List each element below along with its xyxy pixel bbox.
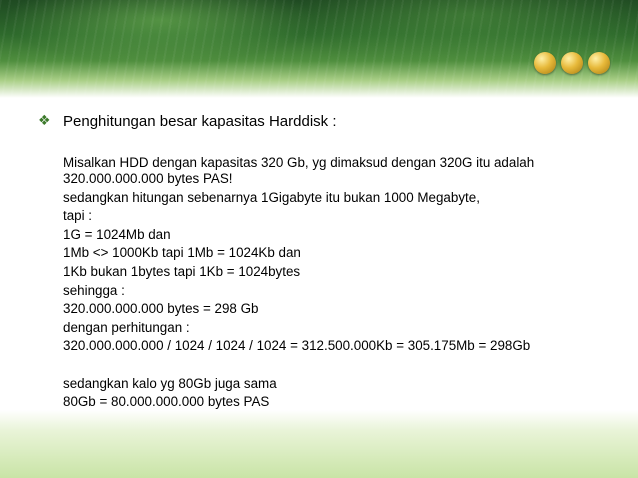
header-banner: [0, 0, 638, 98]
diamond-icon: ❖: [38, 113, 51, 129]
body-line: dengan perhitungan :: [63, 319, 190, 335]
body-line: 80Gb = 80.000.000.000 bytes PAS: [63, 394, 270, 410]
body-line: 1Kb bukan 1bytes tapi 1Kb = 1024bytes: [63, 263, 301, 279]
body-line: 320.000.000.000 / 1024 / 1024 / 1024 = 312.500.000Kb = 305.175Mb = 298Gb: [63, 338, 531, 354]
gold-dot: [534, 52, 556, 74]
body-line: sedangkan kalo yg 80Gb juga sama: [63, 375, 277, 391]
body-line: Misalkan HDD dengan kapasitas 320 Gb, yg dimaksud dengan 320G itu adalah: [63, 155, 535, 170]
gold-dots-decoration: [534, 52, 612, 76]
body-line: sehingga :: [63, 282, 125, 298]
body-line: tapi :: [63, 208, 93, 224]
blank-line: [63, 356, 623, 375]
slide-heading: [38, 112, 622, 136]
footer-band: [0, 410, 638, 478]
banner-texture: [0, 0, 638, 98]
body-line: 1G = 1024Mb dan: [63, 226, 171, 242]
heading-text: Penghitungan besar kapasitas Harddisk :: [63, 113, 337, 130]
gold-dot: [588, 52, 610, 74]
body-line: 320.000.000.000 bytes PAS!: [63, 171, 233, 186]
body-line: 1Mb <> 1000Kb tapi 1Mb = 1024Kb dan: [63, 245, 301, 261]
slide-content: [38, 112, 622, 410]
body-line: 320.000.000.000 bytes = 298 Gb: [63, 301, 259, 317]
body-line: sedangkan hitungan sebenarnya 1Gigabyte itu bukan 1000 Megabyte,: [63, 189, 480, 205]
body-text: [63, 156, 623, 430]
gold-dot: [561, 52, 583, 74]
